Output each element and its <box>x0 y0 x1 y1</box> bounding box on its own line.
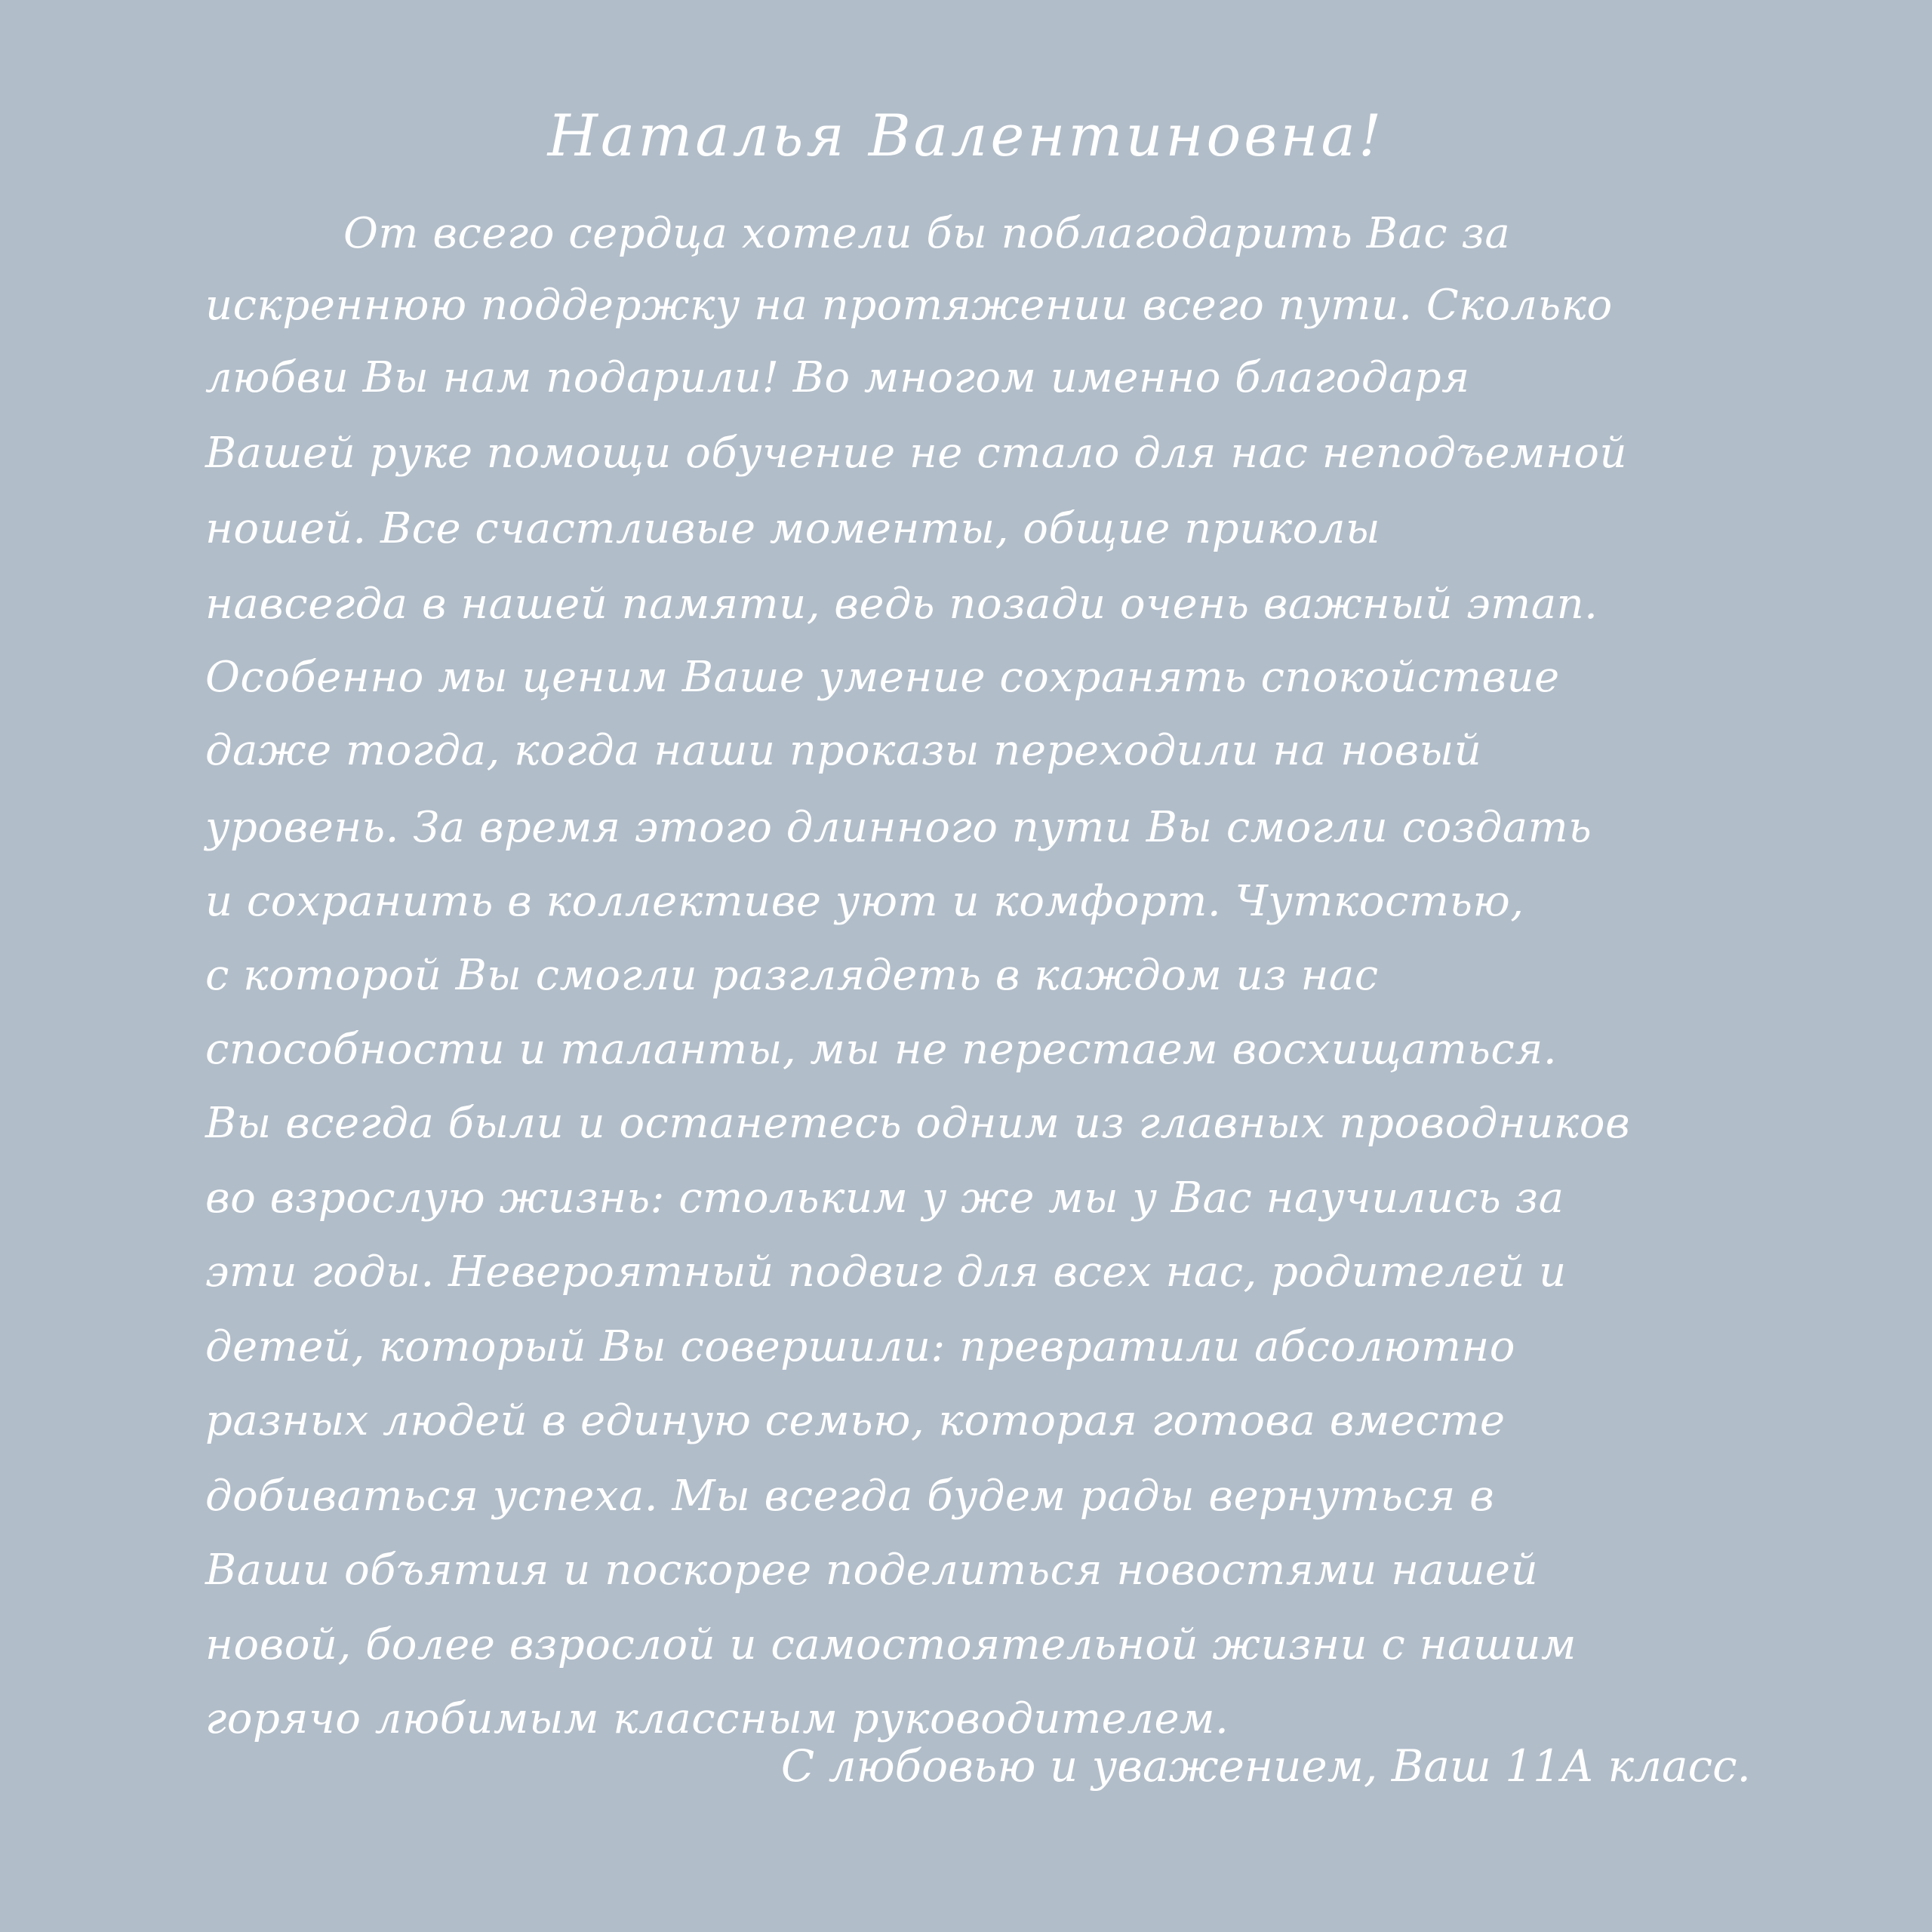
letter-line: ношей. Все счастливые моменты, общие приколы <box>205 504 1381 553</box>
letter-line: новой, более взрослой и самостоятельной жизни с нашим <box>205 1620 1577 1669</box>
letter-line: Вы всегда были и останетесь одним из главных проводников <box>205 1099 1631 1148</box>
letter-signature: С любовью и уважением, Ваш 11А класс. <box>780 1740 1751 1792</box>
letter-line: детей, который Вы совершили: превратили абсолютно <box>205 1322 1515 1371</box>
letter-line: даже тогда, когда наши проказы переходили на новый <box>205 726 1482 775</box>
letter-line: уровень. За время этого длинного пути Вы смогли создать <box>205 803 1592 852</box>
letter-line: Особенно мы ценим Ваше умение сохранять спокойствие <box>205 653 1560 702</box>
letter-line: добиваться успеха. Мы всегда будем рады вернуться в <box>205 1472 1495 1521</box>
letter-line: и сохранить в коллективе уют и комфорт. Чуткостью, <box>205 877 1524 926</box>
letter-line: разных людей в единую семью, которая готова вместе <box>205 1396 1506 1445</box>
letter-line: любви Вы нам подарили! Во многом именно благодаря <box>205 353 1470 402</box>
letter-line: навсегда в нашей памяти, ведь позади очень важный этап. <box>205 580 1598 629</box>
letter-line: Вашей руке помощи обучение не стало для нас неподъемной <box>205 429 1628 478</box>
letter-line: способности и таланты, мы не перестаем восхищаться. <box>205 1025 1558 1074</box>
letter-line: горячо любимым классным руководителем. <box>205 1694 1229 1743</box>
letter-line: эти годы. Невероятный подвиг для всех нас, родителей и <box>205 1247 1567 1297</box>
letter-line: От всего сердца хотели бы поблагодарить Вас за <box>343 209 1511 258</box>
letter-title: Наталья Валентиновна! <box>547 102 1385 169</box>
letter-line: во взрослую жизнь: стольким у же мы у Вас научились за <box>205 1174 1564 1223</box>
letter-line: Ваши объятия и поскорее поделиться новостями нашей <box>205 1546 1539 1595</box>
letter-line: искреннюю поддержку на протяжении всего пути. Сколько <box>205 281 1613 330</box>
letter-line: с которой Вы смогли разглядеть в каждом из нас <box>205 951 1379 1000</box>
